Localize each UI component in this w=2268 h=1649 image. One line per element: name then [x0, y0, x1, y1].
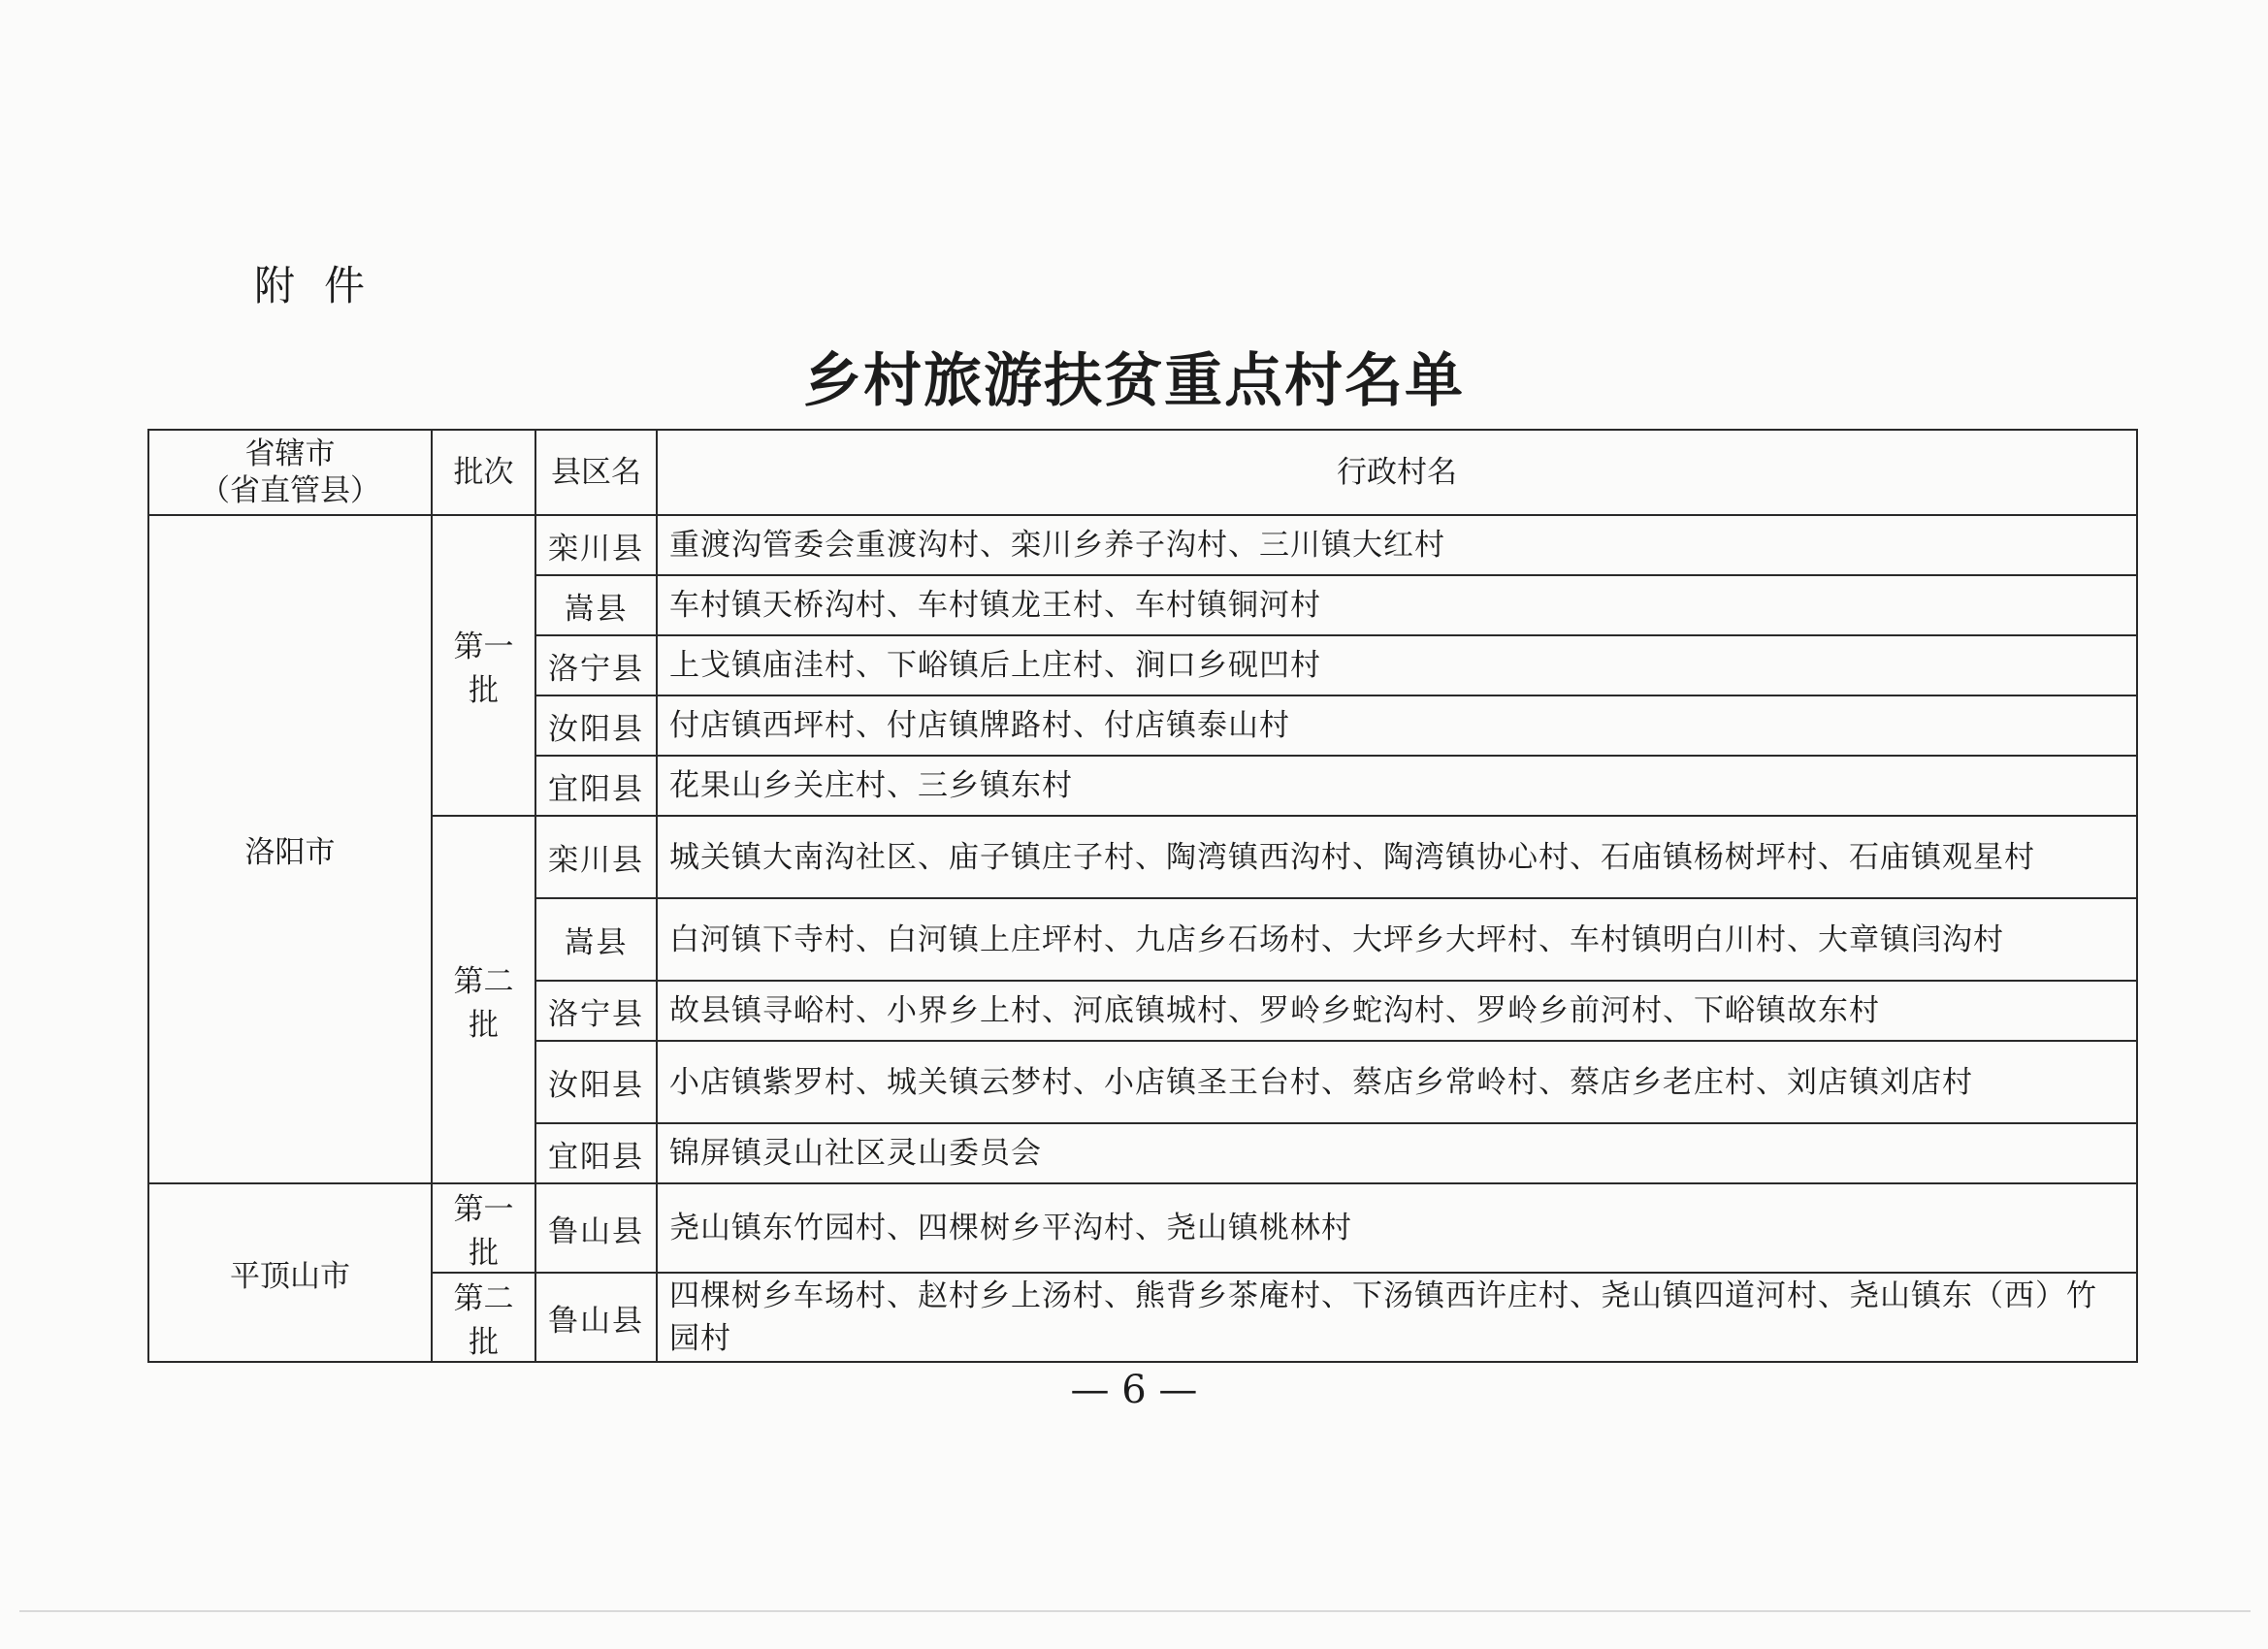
- header-city-line2: （省直管县）: [200, 473, 380, 508]
- county-cell: 鲁山县: [535, 1273, 657, 1362]
- villages-cell: 付店镇西坪村、付店镇牌路村、付店镇泰山村: [657, 695, 2137, 756]
- table-header-row: [148, 430, 2137, 515]
- county-cell: 栾川县: [535, 816, 657, 898]
- county-cell: 宜阳县: [535, 756, 657, 816]
- county-cell: 鲁山县: [535, 1183, 657, 1273]
- villages-cell: 花果山乡关庄村、三乡镇东村: [657, 756, 2137, 816]
- county-cell: 洛宁县: [535, 981, 657, 1041]
- villages-cell: 锦屏镇灵山社区灵山委员会: [657, 1123, 2137, 1183]
- county-cell: 栾川县: [535, 515, 657, 575]
- villages-cell: 尧山镇东竹园村、四棵树乡平沟村、尧山镇桃林村: [657, 1183, 2137, 1273]
- county-cell: 洛宁县: [535, 635, 657, 695]
- village-table: [147, 429, 2138, 1363]
- county-cell: 汝阳县: [535, 695, 657, 756]
- page-number: — 6 —: [1070, 1368, 1198, 1412]
- batch-cell: 第二批: [432, 816, 535, 1183]
- villages-cell: 小店镇紫罗村、城关镇云梦村、小店镇圣王台村、蔡店乡常岭村、蔡店乡老庄村、刘店镇刘店村: [657, 1041, 2137, 1123]
- header-city-line1: 省辖市: [244, 436, 336, 471]
- table-row: [148, 1183, 2137, 1273]
- header-batch: 批次: [432, 430, 535, 515]
- batch-cell: 第一批: [432, 515, 535, 816]
- county-cell: 嵩县: [535, 575, 657, 635]
- villages-cell: 城关镇大南沟社区、庙子镇庄子村、陶湾镇西沟村、陶湾镇协心村、石庙镇杨树坪村、石庙镇观星村: [657, 816, 2137, 898]
- batch-cell: 第二批: [432, 1273, 535, 1362]
- villages-cell: 上戈镇庙洼村、下峪镇后上庄村、涧口乡砚凹村: [657, 635, 2137, 695]
- table-row: [148, 816, 2137, 898]
- header-city: [148, 430, 432, 515]
- city-cell: 洛阳市: [148, 515, 432, 1183]
- header-county: 县区名: [535, 430, 657, 515]
- document-title: 乡村旅游扶贫重点村名单: [803, 347, 1465, 415]
- batch-cell: 第一批: [432, 1183, 535, 1273]
- table-row: [148, 1273, 2137, 1362]
- city-cell: 平顶山市: [148, 1183, 432, 1362]
- table-row: [148, 515, 2137, 575]
- villages-cell: 重渡沟管委会重渡沟村、栾川乡养子沟村、三川镇大红村: [657, 515, 2137, 575]
- villages-cell: 四棵树乡车场村、赵村乡上汤村、熊背乡茶庵村、下汤镇西许庄村、尧山镇四道河村、尧山镇东（西）竹园村: [657, 1273, 2137, 1362]
- county-cell: 汝阳县: [535, 1041, 657, 1123]
- villages-cell: 白河镇下寺村、白河镇上庄坪村、九店乡石场村、大坪乡大坪村、车村镇明白川村、大章镇闫沟村: [657, 898, 2137, 981]
- attachment-label: 附件: [254, 262, 395, 309]
- villages-cell: 车村镇天桥沟村、车村镇龙王村、车村镇铜河村: [657, 575, 2137, 635]
- header-villages: 行政村名: [657, 430, 2137, 515]
- county-cell: 嵩县: [535, 898, 657, 981]
- page-edge-divider: [19, 1610, 2251, 1612]
- county-cell: 宜阳县: [535, 1123, 657, 1183]
- villages-cell: 故县镇寻峪村、小界乡上村、河底镇城村、罗岭乡蛇沟村、罗岭乡前河村、下峪镇故东村: [657, 981, 2137, 1041]
